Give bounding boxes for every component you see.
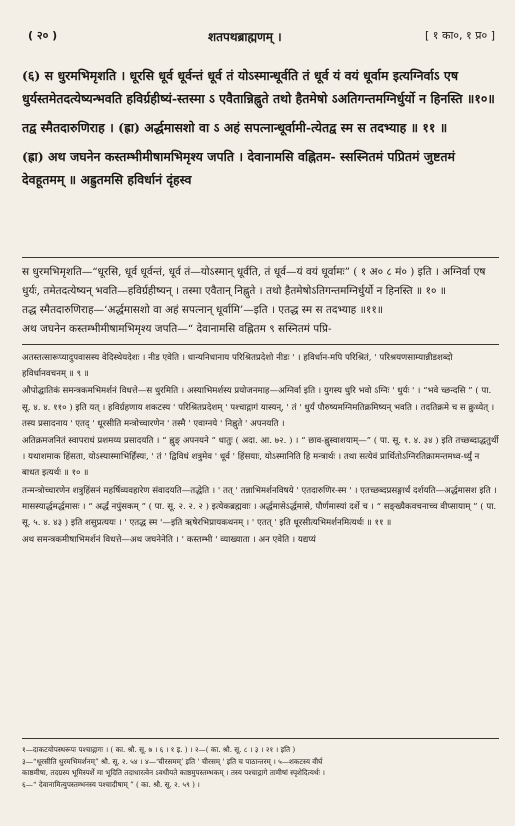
footnote: १—दाकटयोपस्थरूपः पश्चाद्गागः । ( का. श्रौ. सू. ७ । ६ । १ इ. ) । २—( का. श्रौ. सू. ८ । ३ । २१ । इति ): [22, 745, 296, 754]
footnote: ३—“धूरसीति धुरमभिमर्शनम्” श्रौ. सू. २. ५४ । ४—‘चीरसमम्’ इति ' चीरसम् ' इति च पाठान्तरम् । ५—शकटस्य वीर्घ: [22, 756, 323, 766]
section-divider: [22, 344, 499, 345]
commentary-paragraph: स धुरमभिमृशति—“धूरसि, धूर्व धूर्वन्तं, धूर्व तं—योऽस्मान् धूर्वति, तं धूर्व—यं वयं धूर्वामः” ( १ अ० ८ मं० ) इति । अग्निर्वा एष धुर्यः, तमेतदत्येष्यन् भवति—हविर्ग्रहीष्यन् । तस्मा एवैतान् निह्नुते । तथो हैतमेषोऽतिगन्तमग्निर्धुर्यो न हिनस्ति ॥ १० ॥: [22, 266, 486, 297]
bhashya-paragraph: औपोद्घातिकं समन्त्रकमभिमर्शनं विधत्ते—स धुरमिति । अस्याभिमर्शस्य प्रयोजनमाह—अग्निर्वा इति । युगस्य धुरि भवो ऽग्निः ' धुर्यः ' । “भवे च्छन्दसि ” ( पा. सू. ४. ४. ११० ) इति यत् । हविर्ग्रहणाय शकटस्य ' परिश्रितप्रदेशम् ' पश्चाद्गागं यास्यन्, ' तं ' धुर्यं पौरुष्यमग्निमतिक्रमिष्यन् भवति । तदतिक्रमे च स क्रुध्येत् । तस्य प्रसादनाय ' एतद् ' धूरसीति मन्त्रोच्चारणेन ' तस्मै ' एवाग्नये ' निह्नुते ' अपनयति ।: [22, 386, 495, 429]
footnote-divider: [22, 738, 499, 739]
commentary-paragraph: तद्ध स्मैतदारुणिराह—‘अर्द्धमासशो वा अहं सपत्नान् धूर्वामि’—इति । एतद्ध स्म स तदभ्याह ॥११॥: [22, 304, 384, 316]
bhashya-paragraph: अतिक्रमजनितं स्वापराधं प्रशमय्य प्रसादयति । “ ह्नुङ् अपनयने ” धातुः ( अदा. आ. ७२. ) । “ छाव-ह्नुस्वाशयाम्—” ( पा. सू. १. ४. ३४ ) इति तच्छब्दाद्धतुर्थी । यथाशमाक हिंसता, योऽस्यास्माभिर्हिंस्यः, ' तं ' द्विविधं शत्रुमेव ' धूर्व ' हिंसयाः, योऽस्मानिति हि मन्त्रार्थः । तथा सत्येवं प्रार्थितोऽग्निरतिक्रामन्तमध्व-र्ध्युं न बाधत इत्यर्थः ॥ १० ॥: [22, 436, 499, 479]
bhashya-commentary-block: [22, 350, 499, 549]
bhashya-paragraph: तन्मन्त्रोच्चारणेन शत्रुहिंसनं महर्षिव्यवहारेण संवादयति—तद्धेति । ' तत् ' तन्नाभिमर्शनविषये ' एतदारुणिर-स्म ' । एतच्छब्दप्रसङ्गार्थं दर्शयति—अर्द्धमासश इति । मासस्यार्द्धमर्द्धमासः । “ अर्द्धं नपुंसकम् ” ( पा. सू. २. २. २ ) इत्येकब्रह्मवाः । अर्द्धमासेऽर्द्धमासे, पौर्णमास्यां दर्शे च । “ सङ्ख्यैकवचनाच्च वीप्सायाम् ” ( पा. सू. ५. ४. ४३ ) इति शसुप्रत्ययः । ' एतद्ध स्म '—इति ऋषेरभिप्रायकथनम् । ' एतत् ' इति धूरसीत्यभिमर्शनमित्यर्थः ॥ ११ ॥: [22, 485, 497, 529]
prose-commentary-block: [22, 263, 499, 339]
bhashya-paragraph: अतस्तत्सारूप्यादुपवासस्य वेदिस्थेयदेशः । नीड एवेति । धान्यनिधानाय परिश्रितप्रदेशो नीडः ' । हविर्धान-मपि परिश्रितं, ' परिश्रयणसाम्यान्नीडशब्दो हविर्धानवचनम् ॥ ९ ॥: [22, 353, 453, 380]
mantra-paragraph: (ह्रा) अथ जघनेन कस्तम्भीमीषामभिमृश्य जपति । देवानामसि वह्नितम- स्सस्नितमं पप्रितमं जुष्टतमं देवहूतमम् ॥ अह्रुतमसि हविर्धानं दृंहस्व: [22, 149, 455, 187]
commentary-paragraph: अथ जघनेन कस्तम्भीमीषामभिमृश्य जपति—“ देवानामसि वह्नितम ९ सस्नितमं पप्रि-: [22, 323, 332, 335]
footnote: ६—“ देवानामित्युपस्तम्भनस्य पश्चादीषाम् ” ( का. श्रौ. सू. २. ५९ ) ।: [22, 779, 200, 789]
page-header: [28, 28, 495, 48]
footnotes-block: [22, 744, 499, 790]
section-divider: [22, 257, 499, 258]
mantra-paragraph: तद्व स्मैतदारुणिराह । (ह्रा) अर्द्धमासशो वा ऽ अहं सपत्नान्धूर्वामी-त्येतद्व स्म स तदभ्याह ॥ ११ ॥: [22, 120, 448, 135]
bhashya-paragraph: अथ समन्त्रकमीषाभिमर्शनं विधत्ते—अथ जघनेनेति । ' कस्तम्भी ' व्याख्याता । अन एवेति । यद्यप्यं: [22, 535, 316, 546]
mantra-text-block: [22, 64, 499, 197]
running-title: शतपथब्राह्मणम् ।: [208, 30, 282, 44]
page-number: ( २० ): [28, 29, 58, 42]
mantra-paragraph: (६) स धुरमभिमृशति । धूरसि धूर्व धूर्वन्तं धूर्व तं योऽस्मान्धूर्वति तं धूर्व यं वयं धूर्वाम इत्यग्निर्वाऽ एष धुर्यस्तमेतदत्येष्यन्भवति हविर्ग्रहीष्यं-स्तस्मा ऽ एवैतान्निह्नुते तथो हैतमेषो ऽअतिगन्तमग्निर्धुर्यो न हिनस्ति ॥१०॥: [22, 68, 495, 106]
footnote: काष्ठमीषा, तदग्रस्य भूमिस्पर्शे मा भूदिति तदाधारत्वेन ऽवधीयते काष्ठमुपस्तम्भकम् । तस्य पश्चाद्गागे तामीषां स्पृशेदित्यर्थः ।: [22, 768, 325, 777]
section-reference: [ १ का०, १ प्र० ]: [425, 29, 495, 42]
